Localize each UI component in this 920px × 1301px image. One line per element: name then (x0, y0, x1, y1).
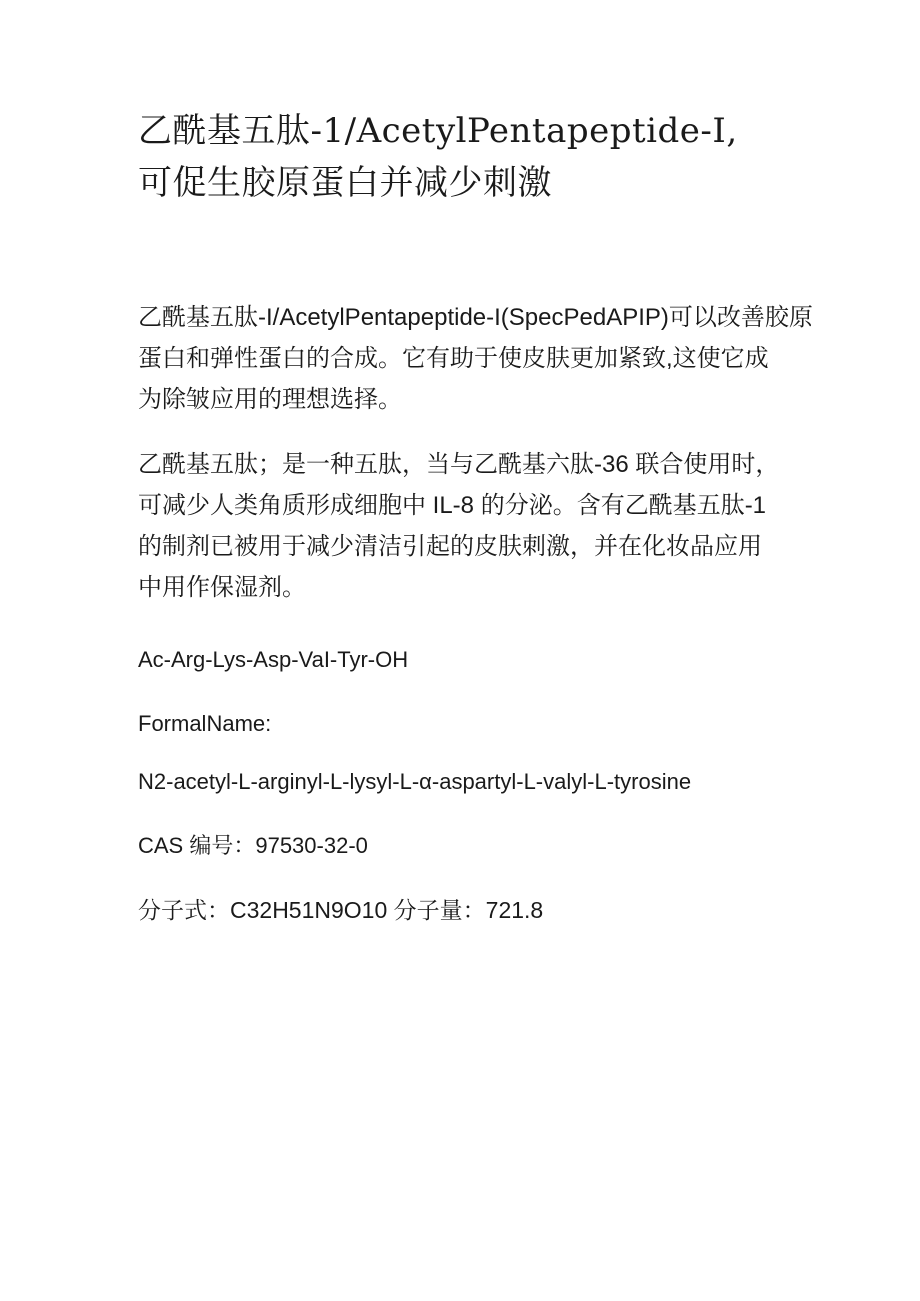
paragraph-description-line: 中用作保湿剂。 (138, 574, 306, 601)
paragraph-description-line: 乙酰基五肽；是一种五肽，当与乙酰基六肽-36 联合使用时， (138, 451, 780, 478)
formal-name-label: FormalName: (138, 711, 272, 736)
peptide-sequence: Ac-Arg-Lys-Asp-VaI-Tyr-OH (138, 647, 409, 672)
molecular-formula: 分子式：C32H51N9O10 分子量：721.8 (138, 897, 544, 923)
paragraph-intro-line: 为除皱应用的理想选择。 (138, 386, 402, 413)
document-title (138, 105, 808, 209)
paragraph-intro-line: 乙酰基五肽-I/AcetylPentapeptide-I(SpecPedAPIP)可以改善胶原 (138, 304, 813, 331)
paragraph-description (138, 444, 808, 608)
formal-name-value: N2-acetyl-L-arginyl-L-lysyl-L-α-aspartyl-L-valyl-L-tyrosine (138, 769, 692, 794)
cas-number: CAS 编号：97530-32-0 (138, 833, 368, 858)
paragraph-intro-line: 蛋白和弹性蛋白的合成。它有助于使皮肤更加紧致,这使它成 (138, 345, 769, 372)
title-line-1: 乙酰基五肽-1/AcetylPentapeptide-I, (138, 111, 738, 151)
paragraph-description-line: 的制剂已被用于减少清洁引起的皮肤刺激，并在化妆品应用 (138, 533, 762, 560)
title-line-2: 可促生胶原蛋白并减少刺激 (138, 163, 552, 203)
paragraph-description-line: 可减少人类角质形成细胞中 IL-8 的分泌。含有乙酰基五肽-1 (138, 492, 767, 519)
document-body (138, 105, 813, 926)
paragraph-intro (138, 297, 813, 420)
